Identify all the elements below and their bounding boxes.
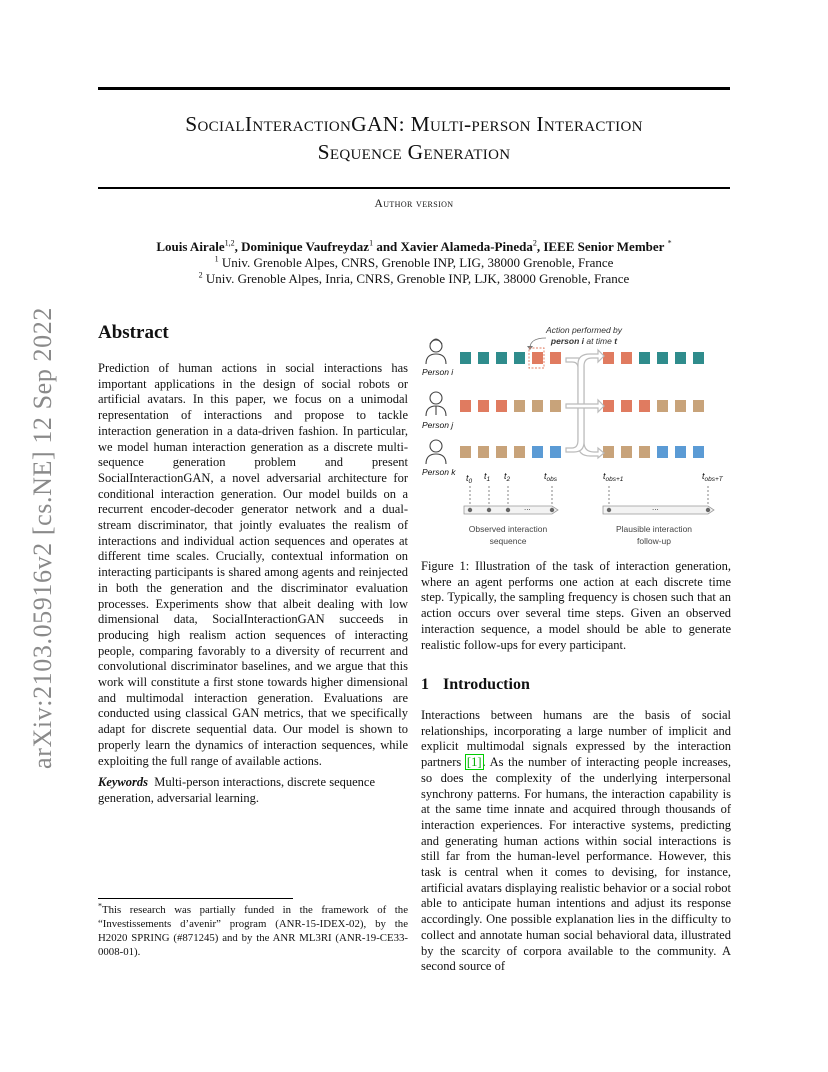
author-block — [98, 239, 730, 287]
author-3-sup: 2 — [532, 238, 537, 248]
fig-annotation-line2: person i at time t — [550, 336, 618, 346]
author-1-sup: 1,2 — [224, 238, 235, 248]
affiliation-2: $^2$ Univ. Grenoble Alpes, Inria, CNRS, Grenoble INP, LJK, 38000 Grenoble, France — [198, 270, 630, 286]
t0-label: $t_0$ — [466, 473, 473, 485]
plausible-timeline-arrow — [603, 503, 714, 514]
paper-title — [98, 110, 730, 166]
interaction-arrows-icon — [566, 350, 604, 458]
t2-label: $t_2$ — [504, 471, 511, 483]
introduction-heading: 1 Introduction — [421, 676, 530, 693]
svg-text:...: ... — [524, 503, 531, 512]
author-3-title: IEEE Senior Member — [543, 239, 665, 254]
author-2: Dominique Vaufreydaz — [241, 239, 370, 254]
person-i-label: Person i — [422, 367, 454, 377]
title-bottom-rule — [98, 187, 730, 189]
abstract-text: Prediction of human actions in social interactions has important applications in the design of social robots or artificial avatars. In this paper, we focus on a unimodal representation of interactions and propose to tackle interaction generation in a data-driven fashion. In particular, we model human interaction generation as a discrete multi-sequence generation problem and present SocialInteractionGAN, a novel adversarial architecture for conditional interaction generation. Our model builds on a recurrent encoder-decoder generator network and a dual-stream discriminator, that jointly evaluates the realism of interactions and individual action sequences and operates at different time scales. Crucially, contextual information on interacting participants is shared among agents and reinjected in both the generation and the discriminator evaluation processes. Experiments show that albeit dealing with low dimensional data, SocialInteractionGAN succeeds in producing high realism action sequences of interacting people, comparing favorably to a diversity of recurrent and convolutional discriminator baselines, and we argue that this work will constitute a first stone towards higher dimensional and multimodal interaction generation. Evaluations are conducted using classical GAN metrics, that we specifically adapt for discrete sequential data. Our model is shown to properly learn the dynamics of interaction sequences, while exploiting the full range of available actions. — [98, 361, 408, 768]
keywords — [98, 775, 408, 806]
person-j-icon — [426, 392, 446, 416]
author-version-label: Author version — [374, 198, 454, 210]
footnote-rule — [98, 898, 293, 899]
footnote: *This research was partially funded in the framework of the “Investissements d’avenir” program (ANR-15-IDEX-02), by the H2020 SPRING (#871245) and by the ANR ML3RI (ANR-19-CE33-0008-01). — [98, 901, 408, 958]
plausible-label-1: Plausible interaction — [615, 524, 693, 534]
keywords-text: Multi-person interactions, discrete sequence generation, adversarial learning. — [98, 775, 376, 805]
title-top-rule — [98, 87, 730, 90]
svg-text:...: ... — [652, 503, 659, 512]
author-and: and — [376, 239, 398, 254]
abstract-heading: Abstract — [98, 322, 169, 343]
figure-1 — [418, 322, 732, 550]
person-j-label: Person j — [422, 420, 454, 430]
fig-annotation-line1: Action performed by — [545, 325, 623, 335]
person-k-icon — [426, 440, 446, 464]
affiliation-1: $^1$ Univ. Grenoble Alpes, CNRS, Grenoble INP, LIG, 38000 Grenoble, France — [214, 254, 614, 270]
paper-title-line1: SocialInteractionGAN: Multi-person Interaction — [185, 112, 643, 136]
observed-label-2: sequence — [489, 536, 527, 546]
t1-label: $t_1$ — [484, 471, 491, 483]
introduction-text: Interactions between humans are the basis of social relationships, incorporating a large number of implicit and explicit multimodal signals expressed by the interaction partners [1]. As the number of interacting people increases, so does the complexity of the underlying interpersonal synchrony patterns. For humans, the interaction capability is at the same time innate and acquired through thousands of interaction experiences. For interactive systems, predicting and generating human actions within social interactions is still far from the human-level performance. However, this task is central when it comes to devising, for instance, artificial avatars displaying realistic behavior or a social robot able to anticipate human intentions and adjust its response accordingly. One possible explanation lies in the difficulty to collect and annotate human social behavioral data, illustrated by the scarcity of corpora available to the community. A second source of — [421, 708, 731, 974]
author-3: Xavier Alameda-Pineda — [400, 239, 533, 254]
author-star: * — [667, 238, 672, 248]
arxiv-stamp: arXiv:2103.05916v2 [cs.NE] 12 Sep 2022 — [28, 307, 57, 769]
time-axis-labels — [466, 471, 724, 485]
citation-link[interactable]: [1] — [466, 755, 482, 770]
keywords-label: Keywords — [98, 775, 148, 789]
author-1: Louis Airale — [156, 239, 225, 254]
tobsT-label: $t_{obs+T}$ — [702, 471, 723, 483]
observed-label-1: Observed interaction — [468, 524, 548, 534]
author-2-sup: 1 — [369, 238, 374, 248]
observed-timeline-arrow — [464, 503, 558, 514]
tobs1-label: $t_{obs+1}$ — [603, 471, 624, 483]
author-names: Louis Airale$^{1,2}$, Dominique Vaufreydaz$^1$ and Xavier Alameda-Pineda$^2$, IEEE Senior Member * — [156, 238, 672, 254]
figure-caption: Figure 1: Illustration of the task of interaction generation, where an agent performs one action at each discrete time step. Typically, the sampling frequency is chosen such that an action occurs over several time steps. Given an observed interaction sequence, a model should be able to generate realistic follow-ups for every participant. — [421, 559, 731, 652]
person-k-label: Person k — [422, 467, 456, 477]
paper-title-line2: Sequence Generation — [317, 140, 511, 164]
plausible-label-2: follow-up — [636, 536, 672, 546]
tobs-label: $t_{obs}$ — [544, 471, 557, 483]
tick-dashes — [470, 486, 708, 508]
person-i-icon — [426, 339, 446, 364]
